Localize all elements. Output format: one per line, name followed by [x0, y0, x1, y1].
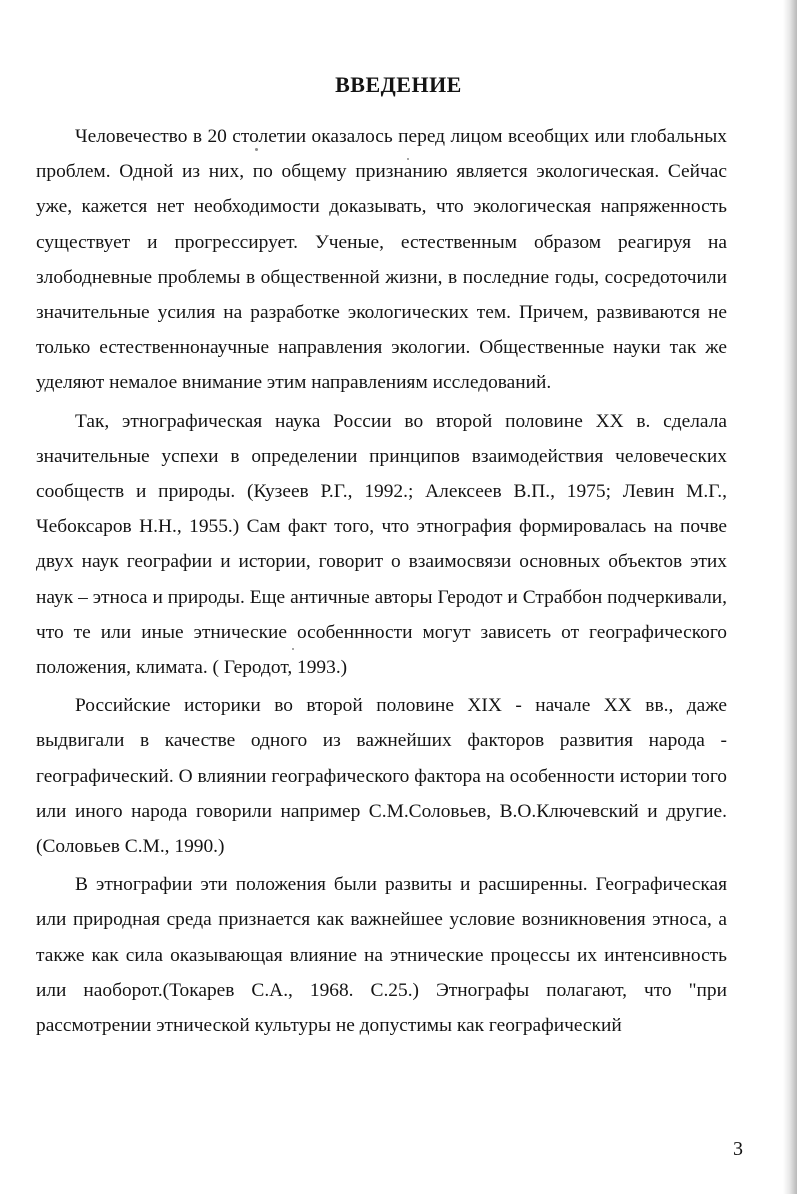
- page-number: 3: [733, 1138, 743, 1160]
- paragraph-4: В этнографии эти положения были развиты и расширенны. Географическая или природная среда признается как важнейшее условие возникновения этноса, а также как сила оказывающая влияние на этнические процессы их интенсивность или наоборот.(Токарев С.А., 1968. С.25.) Этнографы полагают, что "при рассмотрении этнической культуры не допустимы как географический: [36, 874, 727, 1037]
- page-edge-shadow: [783, 0, 797, 1194]
- paragraph-3: Российские историки во второй половине XIX - начале XX вв., даже выдвигали в качестве одного из важнейших факторов развития народа - географический. О влиянии географического фактора на особенности истории того или иного народа говорили например С.М.Соловьев, В.О.Ключевский и другие. (Соловьев С.М., 1990.): [36, 695, 727, 858]
- scan-speck: [407, 158, 409, 160]
- paragraph-1: Человечество в 20 столетии оказалось перед лицом всеобщих или глобальных проблем. Одной из них, по общему признанию является экологическая. Сейчас уже, кажется нет необходимости доказывать, что экологическая напряженность существует и прогрессирует. Ученые, естественным образом реагируя на злободневные проблемы в общественной жизни, в последние годы, сосредоточили значительные усилия на разработке экологических тем. Причем, развиваются не только естественнонаучные направления экологии. Общественные науки так же уделяют немалое внимание этим направлениям исследований.: [36, 126, 727, 394]
- body-text: [36, 119, 727, 1043]
- scan-speck: [292, 648, 294, 650]
- scan-speck: [255, 148, 258, 151]
- paragraph-2: Так, этнографическая наука России во второй половине XX в. сделала значительные успехи в определении принципов взаимодействия человеческих сообществ и природы. (Кузеев Р.Г., 1992.; Алексеев В.П., 1975; Левин М.Г., Чебоксаров Н.Н., 1955.) Сам факт того, что этнография формировалась на почве двух наук географии и истории, говорит о взаимосвязи основных объектов этих наук – этноса и природы. Еще античные авторы Геродот и Страббон подчеркивали, что те или иные этнические особеннности могут зависеть от географического положения, климата. ( Геродот, 1993.): [36, 410, 727, 679]
- page-title: ВВЕДЕНИЕ: [335, 72, 462, 97]
